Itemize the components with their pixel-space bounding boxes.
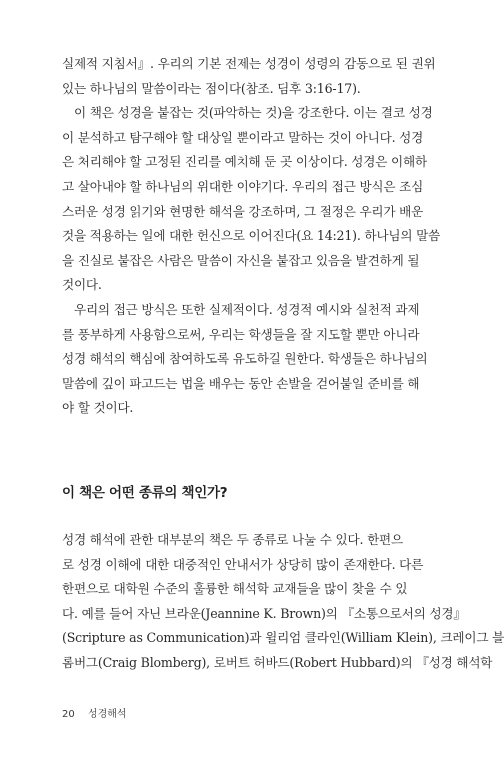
page-footer [62,705,127,720]
paragraph-continued [62,52,440,101]
paragraph-practical [62,298,440,421]
text-line: 야 할 것이다. [62,400,134,416]
text-line: 우리의 접근 방식은 또한 실제적이다. 성경적 예시와 실천적 과제 [74,301,420,317]
text-line: 한편으로 대학원 수준의 훌륭한 해석학 교재들을 많이 찾을 수 있 [62,581,408,597]
text-line: (Scripture as Communication)과 윌리엄 클라인(William Klein), 크레이그 블 [62,630,504,646]
text-line: 실제적 지침서』. 우리의 기본 전제는 성경이 성령의 감동으로 된 권위 [62,56,436,71]
text-line: 것을 적용하는 일에 대한 헌신으로 이어진다(요 14:21). 하나님의 말씀 [62,228,441,244]
text-line: 성경 해석의 핵심에 참여하도록 유도하길 원한다. 학생들은 하나님의 [62,351,428,367]
page-body [62,52,440,421]
text-line: 말씀에 깊이 파고드는 법을 배우는 동안 손발을 걷어붙일 준비를 해 [62,375,420,391]
section-heading: 이 책은 어떤 종류의 책인가? [62,485,228,501]
text-line: 로 성경 이해에 대한 대중적인 안내서가 상당히 많이 존재한다. 다른 [62,556,424,572]
text-line: 것이다. [62,277,102,293]
text-line: 은 처리해야 할 고정된 진리를 예치해 둔 곳 이상이다. 성경은 이해하 [62,154,427,170]
text-line: 를 풍부하게 사용함으로써, 우리는 학생들을 잘 지도할 뿐만 아니라 [62,326,420,342]
paragraph-emphasis [62,101,440,298]
text-line: 고 살아내야 할 하나님의 위대한 이야기다. 우리의 접근 방식은 조심 [62,178,424,194]
text-line: 다. 예를 들어 자닌 브라운(Jeannine K. Brown)의 『소통으로서의 성경』 [62,605,466,621]
running-title: 성경해석 [87,709,127,720]
text-line: 스러운 성경 읽기와 현명한 해석을 강조하며, 그 절정은 우리가 배운 [62,203,424,219]
section-body [62,528,504,676]
text-line: 이 분석하고 탐구해야 할 대상일 뿐이라고 말하는 것이 아니다. 성경 [62,129,424,145]
paragraph-book-types [62,528,504,676]
text-line: 롬버그(Craig Blomberg), 로버트 허바드(Robert Hubbard)의 『성경 해석학 [62,654,493,670]
text-line: 을 진실로 붙잡은 사람은 말씀이 자신을 붙잡고 있음을 발견하게 될 [62,252,420,268]
text-line: 성경 해석에 관한 대부분의 책은 두 종류로 나눌 수 있다. 한편으 [62,532,403,547]
page-number: 20 [62,709,75,720]
text-line: 이 책은 성경을 붙잡는 것(파악하는 것)을 강조한다. 이는 결코 성경 [74,105,433,121]
text-line: 있는 하나님의 말씀이라는 점이다(참조. 딤후 3:16-17). [62,80,361,96]
